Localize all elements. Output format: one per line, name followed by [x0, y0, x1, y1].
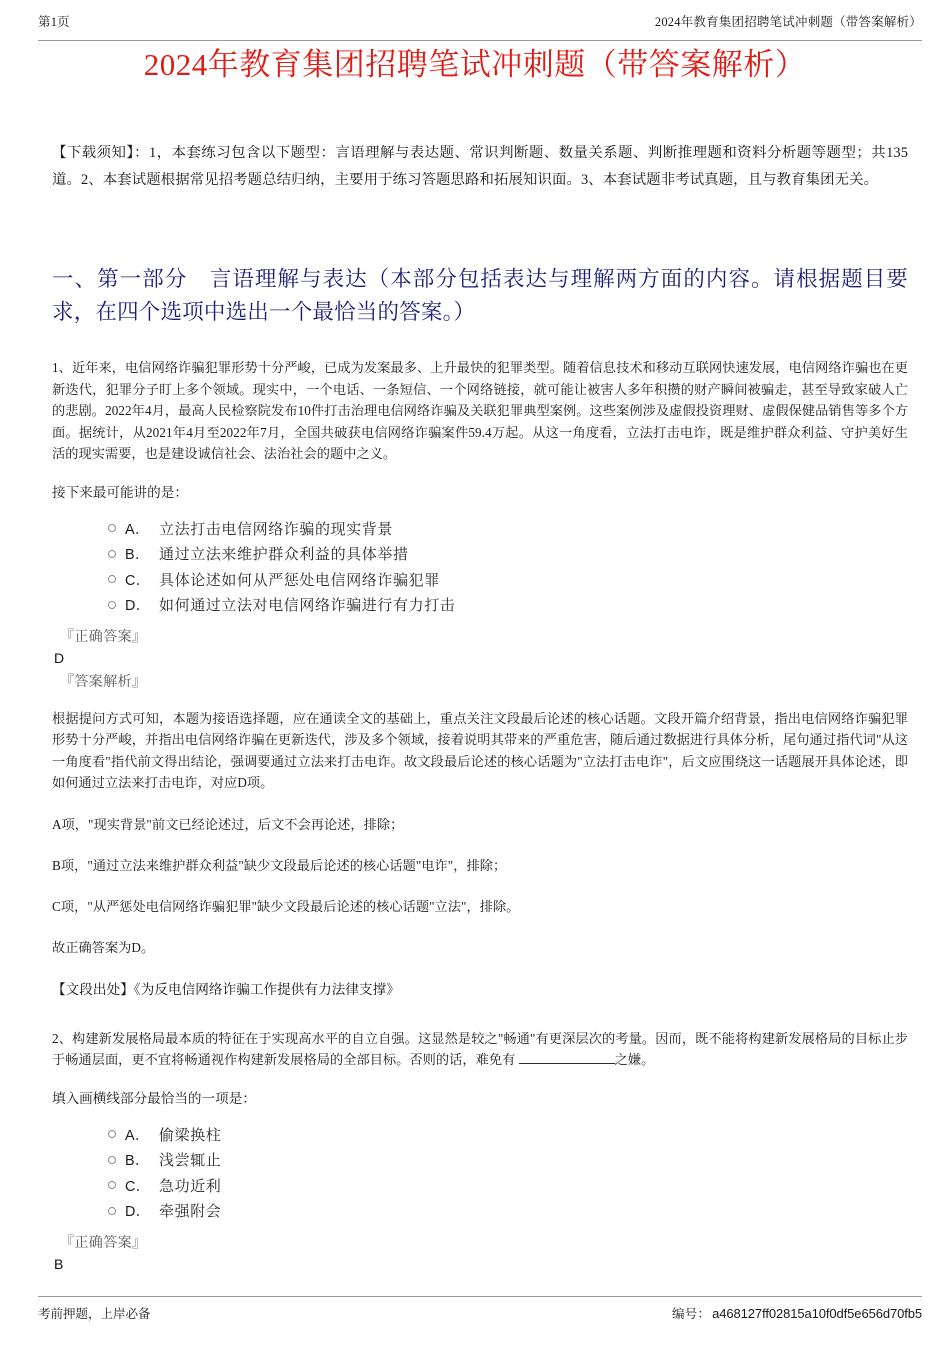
- radio-button-icon[interactable]: [108, 524, 116, 532]
- radio-button-icon[interactable]: [108, 575, 116, 583]
- question-1-analysis-item-b: B项，"通过立法来维护群众利益"缺少文段最后论述的核心话题"电诈"，排除；: [52, 857, 507, 873]
- option-text: 通过立法来维护群众利益的具体举措: [159, 547, 409, 564]
- option-row-c[interactable]: [108, 1173, 908, 1199]
- option-text: 立法打击电信网络诈骗的现实背景: [159, 521, 394, 538]
- option-letter: A．: [125, 521, 150, 538]
- question-2-answer-label: 『正确答案』: [60, 1235, 147, 1251]
- option-text: 牵强附会: [159, 1204, 222, 1221]
- question-2-prompt: 填入画横线部分最恰当的一项是：: [52, 1090, 256, 1106]
- option-row-d[interactable]: [108, 1198, 908, 1224]
- radio-button-icon[interactable]: [108, 550, 116, 558]
- page-footer: [38, 1296, 922, 1323]
- document-title: 2024年教育集团招聘笔试冲刺题（带答案解析）: [143, 47, 807, 82]
- download-notice: 【下载须知】：1，本套练习包含以下题型：言语理解与表达题、常识判断题、数量关系题、判断推理题和资料分析题等题型；共135道。2、本套试题根据常见招考题总结归纳，主要用于练习答题思路和拓展知识面。3、本套试题非考试真题，且与教育集团无关。: [52, 145, 908, 188]
- footer-slogan: 考前押题，上岸必备: [38, 1307, 151, 1321]
- question-block-2: [52, 1028, 908, 1274]
- radio-button-icon[interactable]: [108, 1207, 116, 1215]
- option-letter: D．: [125, 598, 151, 615]
- radio-button-icon[interactable]: [108, 1156, 116, 1164]
- option-letter: A．: [125, 1127, 150, 1144]
- option-row-c[interactable]: [108, 567, 908, 593]
- question-1-analysis-label: 『答案解析』: [60, 674, 147, 690]
- option-row-a[interactable]: [108, 516, 908, 542]
- section-heading-part-one: 一、第一部分 言语理解与表达（本部分包括表达与理解两方面的内容。请根据题目要求，在四个选项中选出一个最恰当的答案。）: [52, 267, 908, 324]
- option-row-b[interactable]: [108, 1147, 908, 1173]
- option-text: 偷梁换柱: [159, 1127, 222, 1144]
- option-text: 如何通过立法对电信网络诈骗进行有力打击: [159, 598, 456, 615]
- question-2-stem-before-blank: 2、构建新发展格局最本质的特征在于实现高水平的自立自强。这显然是较之"畅通"有更深层次的考量。因而，既不能将构建新发展格局的目标止步于畅通层面，更不宜将畅通视作构建新发展格局的全部目标。否则的话，难免有: [52, 1030, 908, 1067]
- question-1-answer-label: 『正确答案』: [60, 629, 147, 645]
- question-1-analysis-conclusion: 故正确答案为D。: [52, 939, 155, 955]
- option-text: 浅尝辄止: [159, 1153, 222, 1170]
- question-1-analysis-item-c: C项，"从严惩处电信网络诈骗犯罪"缺少文段最后论述的核心话题"立法"，排除。: [52, 898, 520, 914]
- option-row-d[interactable]: [108, 592, 908, 618]
- question-2-stem-after-blank: 之嫌。: [614, 1052, 655, 1067]
- radio-button-icon[interactable]: [108, 601, 116, 609]
- question-1-prompt: 接下来最可能讲的是：: [52, 484, 188, 500]
- question-1-stem: 1、近年来，电信网络诈骗犯罪形势十分严峻，已成为发案最多、上升最快的犯罪类型。随着信息技术和移动互联网快速发展，电信网络诈骗也在更新迭代，犯罪分子盯上多个领域。现实中，一个电话、一条短信、一个网络链接，就可能让被害人多年积攒的财产瞬间被骗走，甚至导致家破人亡的悲剧。2022年4月，最高人民检察院发布10件打击治理电信网络诈骗及关联犯罪典型案例。这些案例涉及虚假投资理财、虚假保健品销售等多个方面。据统计，从2021年4月至2022年7月，全国共破获电信网络诈骗案件59.4万起。从这一角度看，立法打击电诈，既是维护群众利益、守护美好生活的现实需要，也是建设诚信社会、法治社会的题中之义。: [52, 360, 908, 461]
- question-block-1: [52, 357, 908, 1000]
- option-letter: C．: [125, 572, 151, 589]
- question-1-analysis-body: 根据提问方式可知，本题为接语选择题，应在通读全文的基础上，重点关注文段最后论述的核心话题。文段开篇介绍背景，指出电信网络诈骗犯罪形势十分严峻，并指出电信网络诈骗在更新迭代，涉及多个领域，接着说明其带来的严重危害，随后通过数据进行具体分析，尾句通过指代词"从这一角度看"指代前文得出结论，强调要通过立法来打击电诈。故文段最后论述的核心话题为"立法打击电诈"，后文应围绕这一话题展开具体论述，即如何通过立法来打击电诈，对应D项。: [52, 710, 908, 790]
- option-text: 具体论述如何从严惩处电信网络诈骗犯罪: [159, 572, 440, 589]
- radio-button-icon[interactable]: [108, 1130, 116, 1138]
- option-letter: D．: [125, 1204, 151, 1221]
- option-letter: B．: [125, 547, 150, 564]
- option-row-a[interactable]: [108, 1122, 908, 1148]
- footer-code: [672, 1305, 922, 1323]
- question-1-source-line: 【文段出处】《为反电信网络诈骗工作提供有力法律支撑》: [52, 981, 400, 997]
- footer-code-label: 编号：: [672, 1307, 711, 1321]
- option-row-b[interactable]: [108, 541, 908, 567]
- question-2-options: [52, 1122, 908, 1224]
- option-letter: B．: [125, 1153, 150, 1170]
- footer-code-value: a468127ff02815a10f0df5e656d70fb5: [712, 1306, 922, 1321]
- option-text: 急功近利: [159, 1178, 222, 1195]
- question-1-options: [52, 516, 908, 618]
- question-2-stem: [52, 1028, 908, 1071]
- question-2-blank-underline: [519, 1050, 615, 1064]
- header-document-title: 2024年教育集团招聘笔试冲刺题（带答案解析）: [654, 15, 922, 29]
- question-1-answer-value: D: [54, 649, 65, 666]
- radio-button-icon[interactable]: [108, 1181, 116, 1189]
- page-header: [38, 14, 922, 41]
- page-number-label: 第1页: [38, 15, 70, 29]
- question-2-answer-value: B: [54, 1255, 64, 1272]
- option-letter: C．: [125, 1178, 151, 1195]
- question-1-analysis-item-a: A项，"现实背景"前文已经论述过，后文不会再论述，排除；: [52, 816, 404, 832]
- document-body: [52, 140, 908, 1274]
